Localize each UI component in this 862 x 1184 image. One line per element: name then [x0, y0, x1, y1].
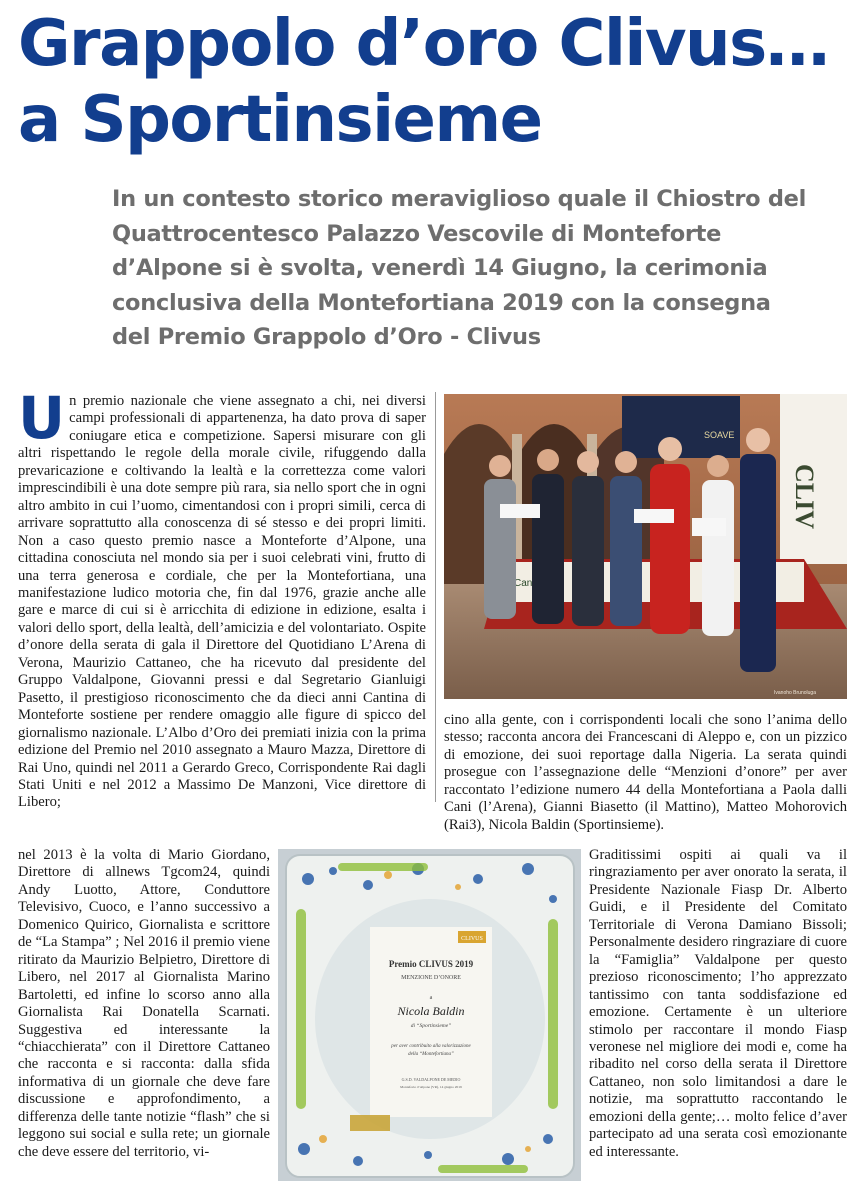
award-plaque-illustration: [278, 849, 581, 1181]
plaque-badge: CLIVUS: [461, 936, 483, 942]
body-column-2-top: cino alla gente, con i corrispondenti locali che sono l’anima dello stesso; racconta ancora dei Francescani di Aleppo e, con un pizzico di emozione, dei suoi reportage dalla Nigeria. La serata quindi prosegue con l’assegnazione delle “Menzioni d’onore” per aver raccontato l’edizione numero 44 della Montefortiana a Paola dalli Cani (l’Arena), Gianni Biasetto (il Mattino), Matteo Mohorovich (Rai3), Nicola Baldin (Sportinsieme).: [444, 712, 847, 833]
article-lead: In un contesto storico meraviglioso quale il Chiostro del Quattrocentesco Palazzo Vescovile di Monteforte d’Alpone si è svolta, venerdì 14 Giugno, la cerimonia conclusiva della Montefortiana 2019 con la consegna del Premio Grappolo d’Oro - Clivus: [112, 186, 807, 350]
side-banner-text: CLIV: [790, 464, 819, 530]
body-column-2-bottom: Graditissimi ospiti ai quali va il ringraziamento per aver onorato la serata, il Presidente Nazionale Fiasp Dr. Alberto Guidi, e il Presidente del Comitato Territoriale di Verona Damiano Bissoli; Personalmente desidero ringraziare di cuore la “Famiglia” Valdalpone per questo prezioso riconoscimento; l’ho apprezzato tantissimo con tanta soddisfazione ed emozione. Certamente è un ulteriore stimolo per raccontare il mondo Fiasp veronese nel migliore dei modi e, come ha ribadito nel corso della serata il Direttore Cattaneo, non solo limitandosi a dare le notizie, ma soprattutto raccontando le emozioni della gente;… molto felice d’aver partecipato ad una serata così emozionante ed interessante.: [589, 847, 847, 1160]
plaque-to: a: [429, 995, 433, 1001]
plaque-footer-1: G.S.D. VALDALPONE DE MEDIO: [401, 1077, 461, 1082]
column-divider: [435, 392, 436, 802]
plaque-title: Premio CLIVUS 2019: [388, 959, 474, 969]
body-column-1-top: [18, 384, 426, 812]
plaque-motivation-2: della “Montefortiana”: [408, 1052, 454, 1057]
plaque-name: Nicola Baldin: [397, 1004, 465, 1018]
plaque-subtitle: MENZIONE D’ONORE: [401, 975, 461, 981]
plaque-motivation-1: per aver contribuito alla valorizzazione: [391, 1044, 471, 1049]
plaque-org: di “Sportinsieme”: [410, 1023, 452, 1029]
floor-banner-text: Cantina: [514, 578, 549, 589]
award-plaque-photo: [278, 849, 581, 1181]
photo-credit: Ivanoho Brunoluga: [774, 690, 816, 696]
body-text: n premio nazionale che viene assegnato a chi, nei diversi campi professionali di appartenenza, ha dato prova di saper coniugare etica e competizione. Sapersi misurare con gli altri rispettando le regole della morale civile, rifuggendo dalla prevaricazione e coltivando la lealtà e la correttezza come valori imprescindibili è una dote sempre più rara, sia nello sport che in ogni altro ambito in cui l’uomo, cimentandosi con i propri simili, cerca di arrivare soprattutto alla conoscenza di sé stesso e dei propri limiti. Non a caso questo premio nasce a Monteforte d’Alpone, una cittadina conosciuta nel mondo sia per i suoi celebrati vini, frutto di una terra generosa e cordiale, che per la Montefortiana, una manifestazione ludico motoria che, fin dal 1976, grazie anche alle gare e marce di cui si è arricchita di edizione in edizione, esalta i valori dello sport, della lealtà, dell’amicizia e del volontariato. Ospite d’onore della serata di gala il Direttore del Quotidiano L’Arena di Verona, Maurizio Cattaneo, che ha ricevuto dal presidente del Gruppo Valdalpone, Giovanni pressi e dal Segretario Gianluigi Pasetto, il prestigioso riconoscimento che da dieci anni Cantina di Monteforte sostiene per rendere omaggio alle figure di spicco del giornalismo nazionale. L’Albo d’Oro dei premiati inizia con la prima edizione del Premio nel 2010 assegnato a Mauro Mazza, Direttore di Rai Uno, quindi nel 2011 a Gerardo Greco, Corrispondente Rai dagli Stati Uniti e nel 2012 a Massimo De Manzoni, Vice direttore di Libero;: [18, 393, 426, 811]
plaque-footer-2: Monteforte d’Alpone (VR), 14 giugno 2019: [400, 1085, 462, 1089]
title-line-1: Grappolo d’oro Clivus…: [18, 7, 829, 81]
title-line-2: a Sportinsieme: [18, 83, 542, 157]
body-column-1-bottom: nel 2013 è la volta di Mario Giordano, Direttore di allnews Tgcom24, quindi Andy Luotto, Attore, Conduttore Televisivo, Cuoco, e l’anno successivo a Domenico Quirico, Giornalista e scrittore de “La Stampa” ; Nel 2016 il premio viene ritirato da Maurizio Belpietro, Direttore di Libero, nel 2017 al Giornalista Marino Bartoletti, ed infine lo scorso anno alla Giornalista Rai Donatella Scarnati. Suggestiva ed interessante la “chiacchierata” con il Direttore Cattaneo che racconta e si racconta: dalla sfida informativa di un giornale che deve fare discussione e approfondimento, a differenza delle tante notizie “flash” che si leggono sui social e sulla rete; un giornale che deve essere del territorio, vi-: [18, 847, 270, 1160]
drop-cap: U: [18, 384, 66, 452]
ceremony-photo-illustration: [444, 394, 847, 699]
banner-text: SOAVE: [704, 430, 735, 440]
article-title: [18, 6, 848, 158]
ceremony-photo: [444, 394, 847, 699]
